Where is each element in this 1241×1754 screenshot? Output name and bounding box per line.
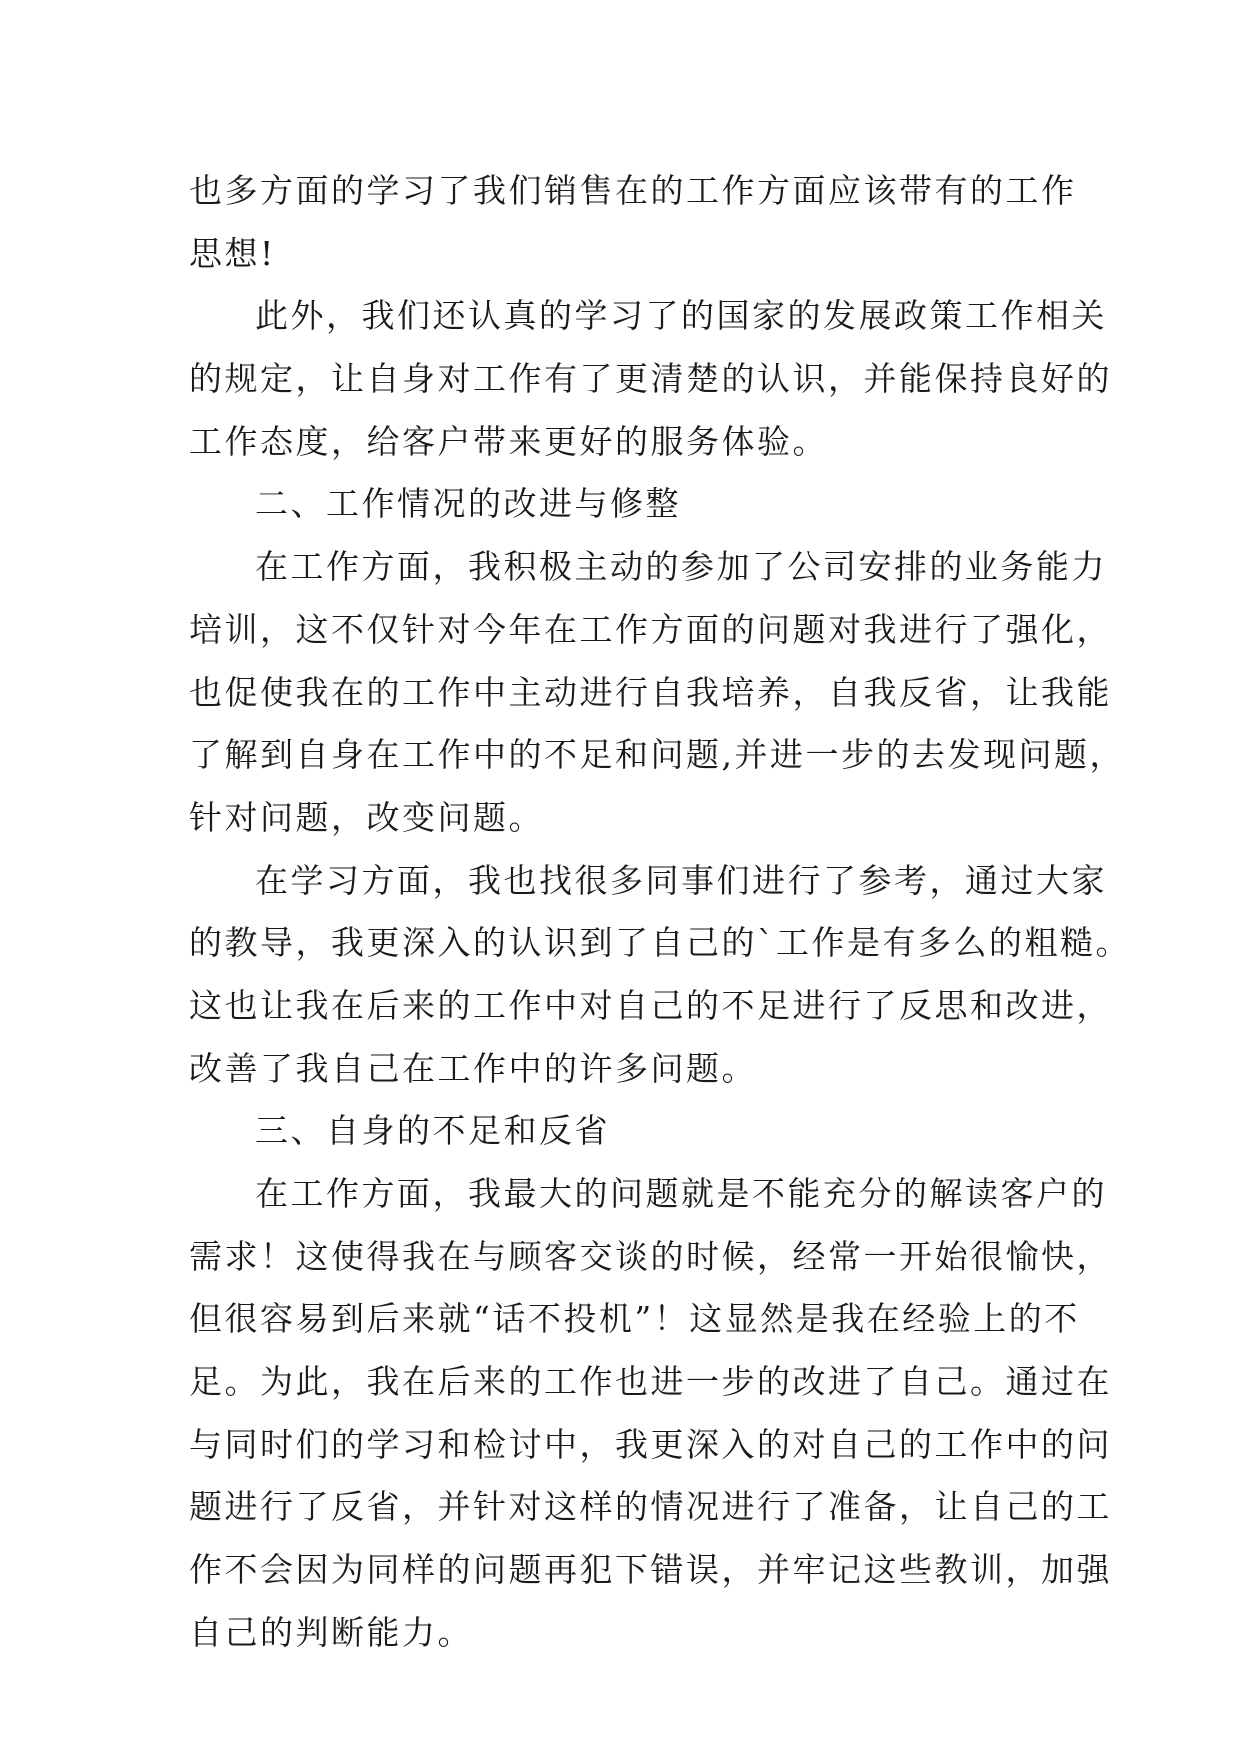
text-line: 思想! xyxy=(189,233,276,273)
text-line: 在工作方面，我最大的问题就是不能充分的解读客户的 xyxy=(255,1174,1107,1213)
text-line: 的教导，我更深入的认识到了自己的`工作是有多么的粗糙。 xyxy=(189,923,1131,963)
text-line: 自己的判断能力。 xyxy=(189,1612,473,1652)
text-line: 与同时们的学习和检讨中，我更深入的对自己的工作中的问 xyxy=(189,1424,1112,1464)
text-line: 足。为此，我在后来的工作也进一步的改进了自己。通过在 xyxy=(189,1362,1112,1402)
text-line: 在工作方面，我积极主动的参加了公司安排的业务能力 xyxy=(255,547,1107,587)
text-line: 也多方面的学习了我们销售在的工作方面应该带有的工作 xyxy=(189,171,1077,210)
text-line: 培训，这不仅针对今年在工作方面的问题对我进行了强化， xyxy=(189,609,1112,649)
text-line: 的规定，让自身对工作有了更清楚的认识，并能保持良好的 xyxy=(189,359,1112,399)
text-line: 但很容易到后来就“话不投机”！这显然是我在经验上的不 xyxy=(189,1299,1080,1339)
text-line: 在学习方面，我也找很多同事们进行了参考，通过大家 xyxy=(255,860,1107,900)
text-line: 二、工作情况的改进与修整 xyxy=(255,484,681,524)
text-line: 题进行了反省，并针对这样的情况进行了准备，让自己的工 xyxy=(189,1487,1112,1527)
document-body xyxy=(189,160,1131,1665)
text-line: 改善了我自己在工作中的许多问题。 xyxy=(189,1048,757,1088)
text-line: 工作态度，给客户带来更好的服务体验。 xyxy=(189,421,828,461)
text-line: 针对问题，改变问题。 xyxy=(189,797,544,837)
text-line: 了解到自身在工作中的不足和问题,并进一步的去发现问题， xyxy=(189,735,1125,775)
text-line: 这也让我在后来的工作中对自己的不足进行了反思和改进， xyxy=(189,985,1112,1025)
text-line: 三、自身的不足和反省 xyxy=(255,1111,610,1151)
text-line: 作不会因为同样的问题再犯下错误，并牢记这些教训，加强 xyxy=(189,1550,1112,1590)
text-line: 需求！这使得我在与顾客交谈的时候，经常一开始很愉快， xyxy=(189,1236,1112,1276)
text-line: 也促使我在的工作中主动进行自我培养，自我反省，让我能 xyxy=(189,672,1112,712)
text-line: 此外，我们还认真的学习了的国家的发展政策工作相关 xyxy=(255,296,1107,336)
